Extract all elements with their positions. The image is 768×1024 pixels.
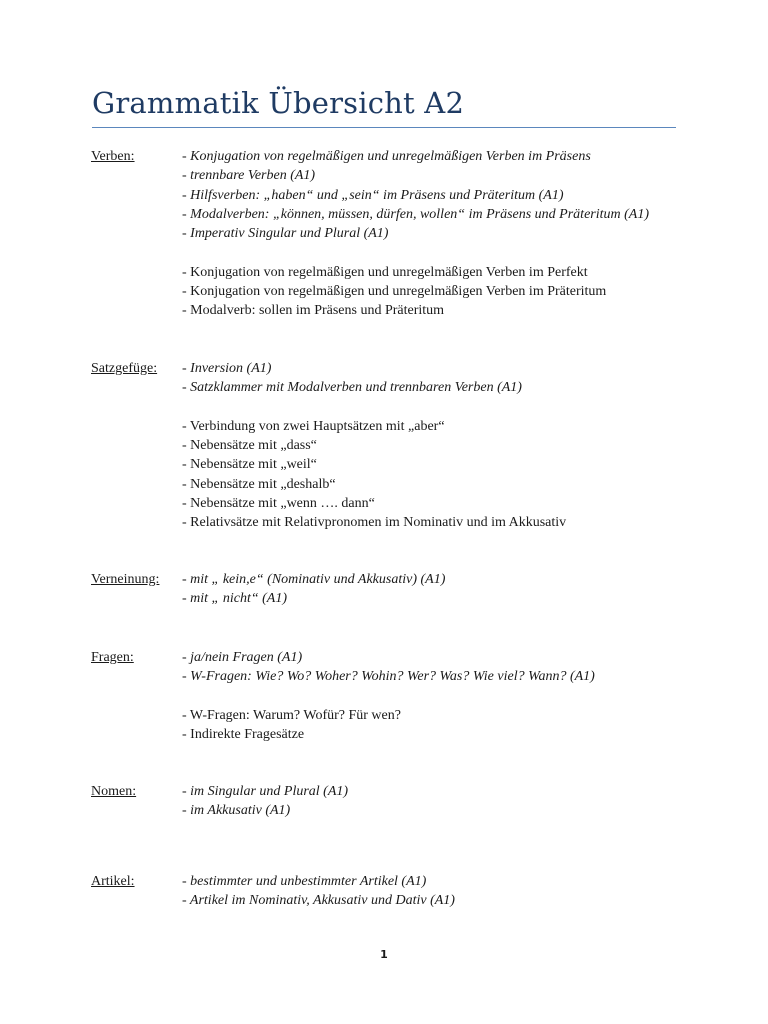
list-item: - mit „ kein,e“ (Nominativ und Akkusativ) (A1)	[182, 572, 446, 587]
section-content	[182, 648, 742, 744]
list-item: - Konjugation von regelmäßigen und unregelmäßigen Verben im Präteritum	[182, 284, 607, 300]
list-item: - Indirekte Fragesätze	[182, 727, 305, 743]
section-content	[182, 147, 742, 321]
list-item: - Artikel im Nominativ, Akkusativ und Dativ (A1)	[182, 893, 455, 909]
a2-topic-group	[182, 263, 742, 321]
a1-topic-group	[182, 782, 742, 821]
list-item: - Modalverb: sollen im Präsens und Präteritum	[182, 303, 445, 319]
list-item: - W-Fragen: Wie? Wo? Woher? Wohin? Wer? Was? Wie viel? Wann? (A1)	[182, 669, 595, 685]
section-content	[182, 872, 742, 911]
list-item: - trennbare Verben (A1)	[182, 168, 316, 184]
list-item: - Satzklammer mit Modalverben und trennbaren Verben (A1)	[182, 380, 522, 396]
list-item: - Nebensätze mit „weil“	[182, 457, 317, 473]
section-label: Nomen:	[91, 784, 137, 799]
a1-topic-group	[182, 872, 742, 911]
section-content	[182, 570, 742, 609]
list-item: - Verbindung von zwei Hauptsätzen mit „aber“	[182, 418, 445, 434]
section-label: Artikel:	[91, 874, 135, 889]
a2-topic-group	[182, 706, 742, 745]
list-item: - im Singular und Plural (A1)	[182, 784, 349, 799]
page-number: 1	[380, 948, 388, 961]
group-spacer	[182, 398, 742, 417]
list-item: - Imperativ Singular und Plural (A1)	[182, 226, 389, 242]
list-item: - mit „ nicht“ (A1)	[182, 591, 287, 607]
list-item: - Hilfsverben: „haben“ und „sein“ im Präsens und Präteritum (A1)	[182, 187, 564, 203]
list-item: - Nebensätze mit „deshalb“	[182, 476, 336, 492]
document-title: Grammatik Übersicht A2	[92, 86, 465, 120]
list-item: - bestimmter und unbestimmter Artikel (A1)	[182, 874, 427, 889]
group-spacer	[182, 687, 742, 706]
list-item: - Nebensätze mit „wenn …. dann“	[182, 496, 375, 512]
list-item: - Modalverben: „können, müssen, dürfen, wollen“ im Präsens und Präteritum (A1)	[182, 206, 649, 222]
a1-topic-group	[182, 359, 742, 398]
section-label: Verben:	[91, 149, 135, 164]
title-underline-rule	[92, 127, 676, 128]
list-item: - im Akkusativ (A1)	[182, 803, 291, 819]
list-item: - Konjugation von regelmäßigen und unregelmäßigen Verben im Perfekt	[182, 264, 588, 280]
a1-topic-group	[182, 570, 742, 609]
section-label: Satzgefüge:	[91, 361, 158, 376]
section-label: Verneinung:	[91, 572, 160, 587]
list-item: - Relativsätze mit Relativpronomen im Nominativ und im Akkusativ	[182, 515, 567, 531]
list-item: - Konjugation von regelmäßigen und unregelmäßigen Verben im Präsens	[182, 149, 591, 164]
list-item: - W-Fragen: Warum? Wofür? Für wen?	[182, 707, 401, 723]
list-item: - Inversion (A1)	[182, 361, 272, 376]
a2-topic-group	[182, 417, 742, 533]
section-content	[182, 359, 742, 533]
list-item: - ja/nein Fragen (A1)	[182, 650, 303, 665]
section-label: Fragen:	[91, 650, 134, 665]
group-spacer	[182, 243, 742, 262]
a1-topic-group	[182, 648, 742, 687]
a1-topic-group	[182, 147, 742, 243]
list-item: - Nebensätze mit „dass“	[182, 438, 317, 454]
section-content	[182, 782, 742, 821]
